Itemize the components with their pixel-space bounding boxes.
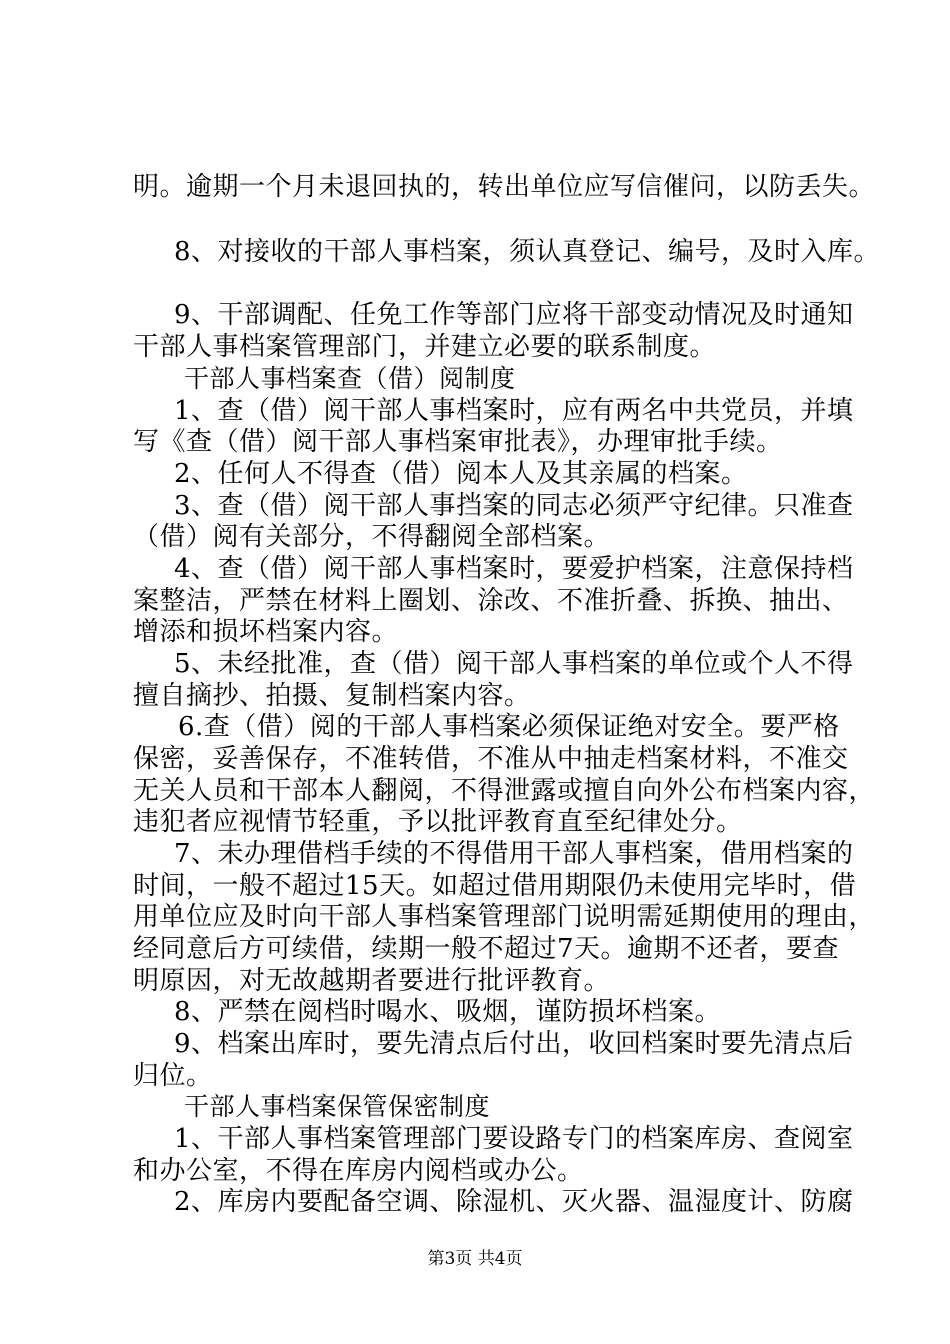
section-heading: 干部人事档案查（借）阅制度 [184,364,516,393]
text-line: 明。逾期一个月未退回执的，转出单位应写信催问，以防丢失。 [133,172,876,202]
text-line: 明原因，对无故越期者要进行批评教育。 [133,966,611,996]
text-line: 用单位应及时向干部人事档案管理部门说明需延期使用的理由， [133,902,876,932]
section-heading: 干部人事档案保管保密制度 [184,1092,491,1121]
page-number-footer: 第3页 共4页 [427,1249,523,1269]
text-line: 9、档案出库时，要先清点后付出，收回档案时要先清点后 [174,1029,854,1059]
text-line: 写《查（借）阅干部人事档案审批表》，办理审批手续。 [133,427,783,457]
text-line: 无关人员和干部本人翻阅，不得泄露或擅自向外公布档案内容， [133,776,876,806]
text-line: 擅自摘抄、拍摄、复制档案内容。 [133,681,531,711]
text-line: 6.查（借）阅的干部人事档案必须保证绝对安全。要严格 [178,712,840,742]
text-line: 案整洁，严禁在材料上圈划、涂改、不准折叠、拆换、抽出、 [133,586,849,616]
text-line: 3、查（借）阅干部人事挡案的同志必须严守纪律。只准查 [174,491,854,521]
text-line: 保密，妥善保存，不准转借，不准从中抽走档案材料，不准交 [133,744,849,774]
text-line: 干部人事档案管理部门，并建立必要的联系制度。 [133,332,717,362]
text-line: 经同意后方可续借，续期一般不超过7天。逾期不还者，要查 [133,934,840,964]
text-line: 2、库房内要配备空调、除湿机、灭火器、温湿度计、防腐 [174,1187,854,1217]
text-line: 1、查（借）阅干部人事档案时，应有两名中共党员，并填 [174,396,854,426]
text-line: 归位。 [133,1061,213,1091]
text-line: 和办公室，不得在库房内阅档或办公。 [133,1156,584,1186]
text-line: 5、未经批准，查（借）阅干部人事档案的单位或个人不得 [174,649,854,679]
text-line: （借）阅有关部分，不得翻阅全部档案。 [133,522,611,552]
text-line: 8、对接收的干部人事档案，须认真登记、编号，及时入库。 [174,237,881,267]
text-line: 2、任何人不得查（借）阅本人及其亲属的档案。 [174,459,748,489]
text-line: 时间，一般不超过15天。如超过借用期限仍未使用完毕时，借 [133,871,857,901]
text-line: 增添和损坏档案内容。 [133,617,399,647]
text-line: 1、干部人事档案管理部门要设路专门的档案库房、查阅室 [174,1124,854,1154]
text-line: 违犯者应视情节轻重，予以批评教育直至纪律处分。 [133,807,743,837]
text-line: 9、干部调配、任免工作等部门应将干部变动情况及时通知 [174,300,854,330]
text-line: 7、未办理借档手续的不得借用干部人事档案，借用档案的 [174,839,854,869]
text-line: 4、查（借）阅干部人事档案时，要爱护档案，注意保持档 [174,554,854,584]
text-line: 8、严禁在阅档时喝水、吸烟，谨防损坏档案。 [174,997,722,1027]
